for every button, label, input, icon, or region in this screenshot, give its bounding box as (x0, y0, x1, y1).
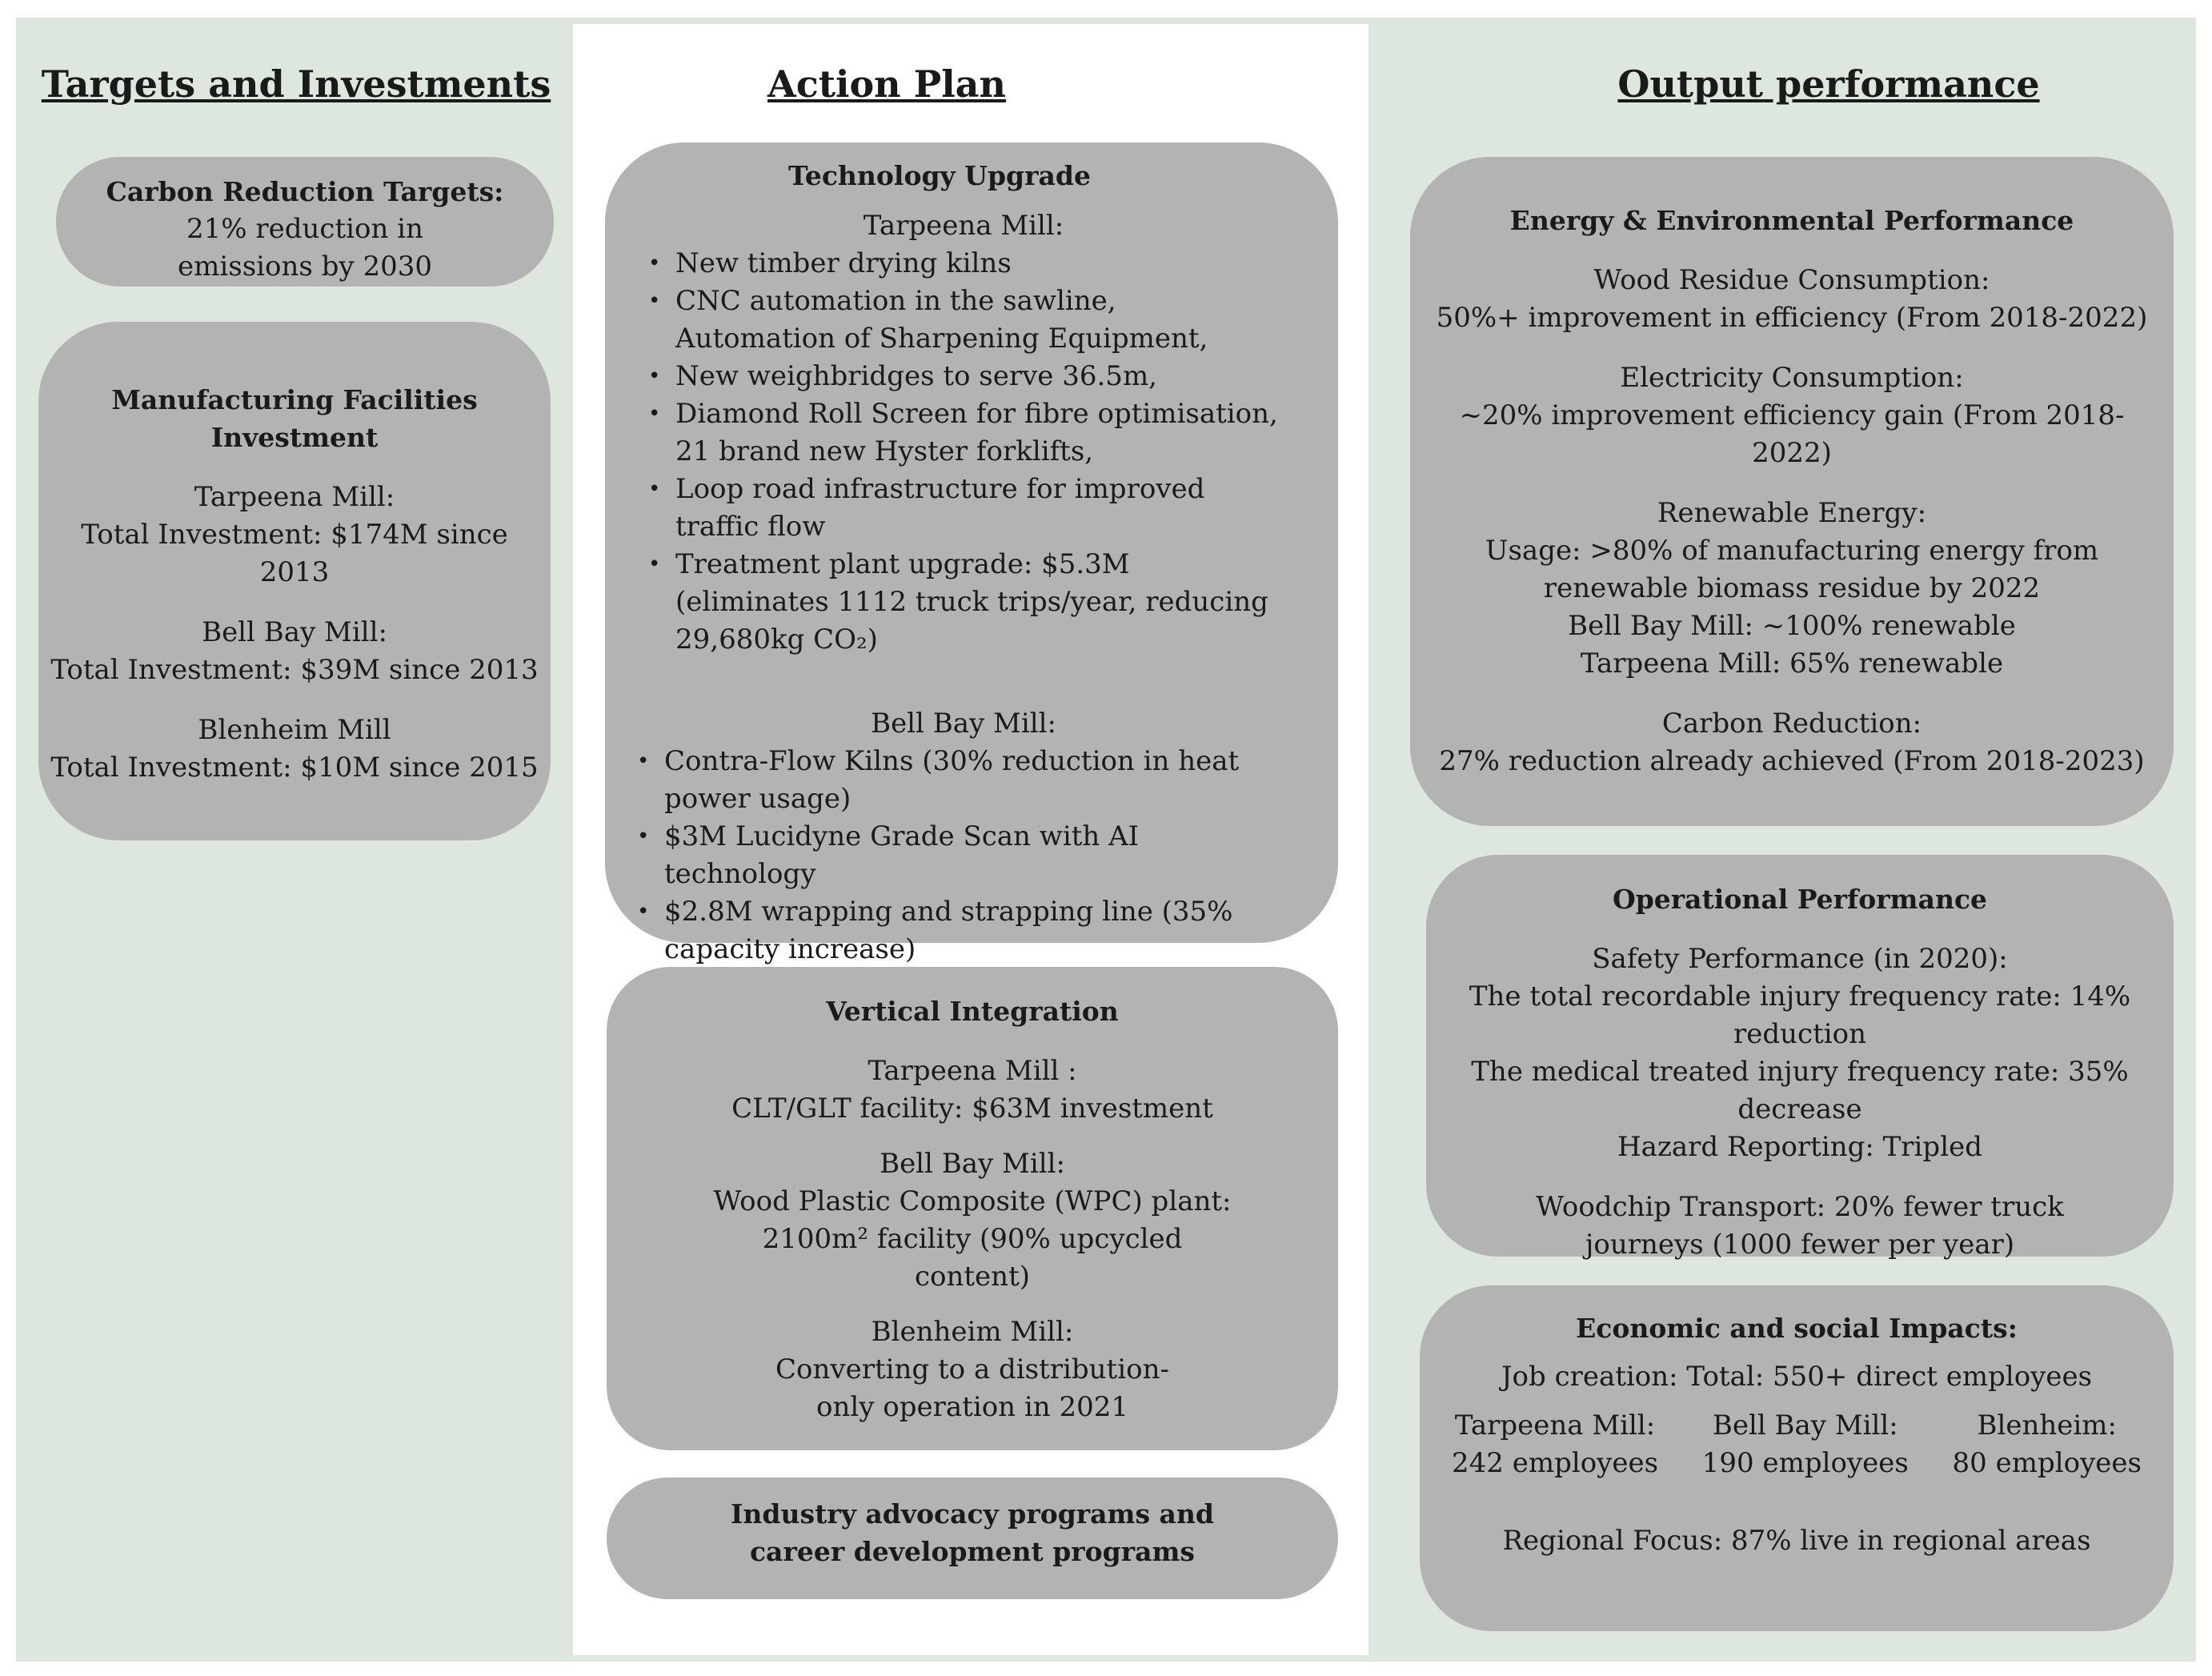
regional-focus: Regional Focus: 87% live in regional areas (1502, 1525, 2091, 1557)
tarpeena-investment-value: Total Investment: $174M since 2013 (81, 519, 508, 588)
job-creation-line (1428, 1358, 2166, 1396)
economic-impacts-title: Economic and social Impacts: (1576, 1313, 2018, 1344)
tech-tarpeena-list (645, 245, 1282, 659)
job-creation-total: Total: 550+ direct employees (1686, 1361, 2093, 1393)
carbon-targets-box (56, 157, 554, 287)
list-item: • Treatment plant upgrade: $5.3M (eliminates 1112 truck trips/year, reducing 29,680kg CO₂) (645, 546, 1282, 659)
list-item: • $3M Lucidyne Grade Scan with AI technology (634, 818, 1282, 893)
list-item: • Contra-Flow Kilns (30% reduction in heat power usage) (634, 743, 1282, 818)
carbon-targets-text: 21% reduction in emissions by 2030 (178, 213, 432, 283)
energy-performance-box (1410, 157, 2174, 826)
electricity-text: ~20% improvement efficiency gain (From 2018-2022) (1459, 399, 2125, 469)
bellbay-employees (1702, 1407, 1909, 1482)
list-item: • Diamond Roll Screen for fibre optimisation, 21 brand new Hyster forklifts, (645, 395, 1282, 471)
vi-tarpeena-label: Tarpeena Mill : (868, 1055, 1077, 1087)
mill-employee-row (1428, 1407, 2166, 1482)
vi-bellbay-text: Wood Plastic Composite (WPC) plant: 2100m² facility (90% upcycled content) (713, 1185, 1232, 1293)
bellbay-investment-value: Total Investment: $39M since 2013 (50, 654, 539, 686)
tech-bellbay-label: Bell Bay Mill: (871, 708, 1056, 740)
vertical-integration-title: Vertical Integration (826, 996, 1119, 1027)
carbon-reduction-text: 27% reduction already achieved (From 2018-2023) (1439, 745, 2145, 777)
list-item: • CNC automation in the sawline, Automation of Sharpening Equipment, (645, 283, 1282, 358)
facilities-investment-title: Manufacturing Facilities Investment (111, 384, 478, 453)
economic-impacts-box (1420, 1285, 2174, 1631)
list-item: • $2.8M wrapping and strapping line (35% capacity increase) (634, 893, 1282, 968)
employee-count: 190 employees (1701, 1447, 1909, 1479)
wood-residue-text: 50%+ improvement in efficiency (From 2018-2022) (1436, 302, 2148, 334)
blenheim-investment-value: Total Investment: $10M since 2015 (50, 752, 539, 784)
energy-performance-title: Energy & Environmental Performance (1509, 205, 2074, 236)
tarpeena-investment-label: Tarpeena Mill: (194, 481, 395, 513)
output-heading: Output performance (1617, 62, 2040, 106)
vi-blenheim-text: Converting to a distribution-only operation in 2021 (775, 1353, 1169, 1423)
vi-bellbay-label: Bell Bay Mill: (880, 1148, 1065, 1180)
bellbay-investment-label: Bell Bay Mill: (202, 616, 387, 648)
mill-name: Bell Bay Mill: (1712, 1409, 1898, 1441)
employee-count: 80 employees (1952, 1447, 2142, 1479)
tarpeena-employees (1452, 1407, 1658, 1482)
vertical-integration-box (607, 967, 1338, 1450)
action-plan-heading: Action Plan (767, 62, 1006, 106)
blenheim-investment-label: Blenheim Mill (198, 714, 391, 746)
employee-count: 242 employees (1452, 1447, 1659, 1479)
carbon-reduction-label: Carbon Reduction: (1661, 708, 1922, 740)
electricity-label: Electricity Consumption: (1620, 362, 1964, 394)
tech-tarpeena-label: Tarpeena Mill: (863, 210, 1064, 242)
advocacy-box (607, 1478, 1338, 1599)
job-creation-label: Job creation: (1501, 1361, 1678, 1393)
wood-residue-label: Wood Residue Consumption: (1593, 264, 1990, 296)
safety-line: The medical treated injury frequency rate: 35% decrease (1471, 1056, 2129, 1125)
woodchip-text: Woodchip Transport: 20% fewer truck journeys (1000 fewer per year) (1536, 1191, 2064, 1261)
advocacy-text: Industry advocacy programs and career development programs (731, 1498, 1214, 1567)
targets-heading: Targets and Investments (41, 62, 551, 106)
list-item: • Loop road infrastructure for improved traffic flow (645, 471, 1282, 546)
vi-blenheim-label: Blenheim Mill: (871, 1316, 1074, 1348)
mill-name: Tarpeena Mill: (1454, 1409, 1656, 1441)
facilities-investment-box (38, 322, 551, 840)
operational-performance-box (1426, 855, 2174, 1261)
operational-performance-title: Operational Performance (1612, 884, 1988, 915)
safety-line: The total recordable injury frequency rate: 14% reduction (1469, 980, 2131, 1050)
carbon-targets-title: Carbon Reduction Targets: (106, 176, 504, 207)
list-item: • New timber drying kilns (645, 245, 1282, 283)
technology-upgrade-box (605, 142, 1338, 965)
renewable-label: Renewable Energy: (1657, 497, 1927, 529)
safety-label: Safety Performance (in 2020): (1592, 943, 2008, 975)
renewable-text: Usage: >80% of manufacturing energy from renewable biomass residue by 2022 (1485, 535, 2099, 604)
vi-tarpeena-text: CLT/GLT facility: $63M investment (731, 1093, 1213, 1125)
technology-upgrade-title: Technology Upgrade (788, 160, 1091, 191)
mill-name: Blenheim: (1977, 1409, 2117, 1441)
list-item: • New weighbridges to serve 36.5m, (645, 358, 1282, 395)
renewable-bellbay: Bell Bay Mill: ~100% renewable (1568, 610, 2016, 642)
renewable-tarpeena: Tarpeena Mill: 65% renewable (1580, 648, 2004, 680)
blenheim-employees (1953, 1407, 2142, 1482)
safety-line: Hazard Reporting: Tripled (1617, 1131, 1982, 1163)
